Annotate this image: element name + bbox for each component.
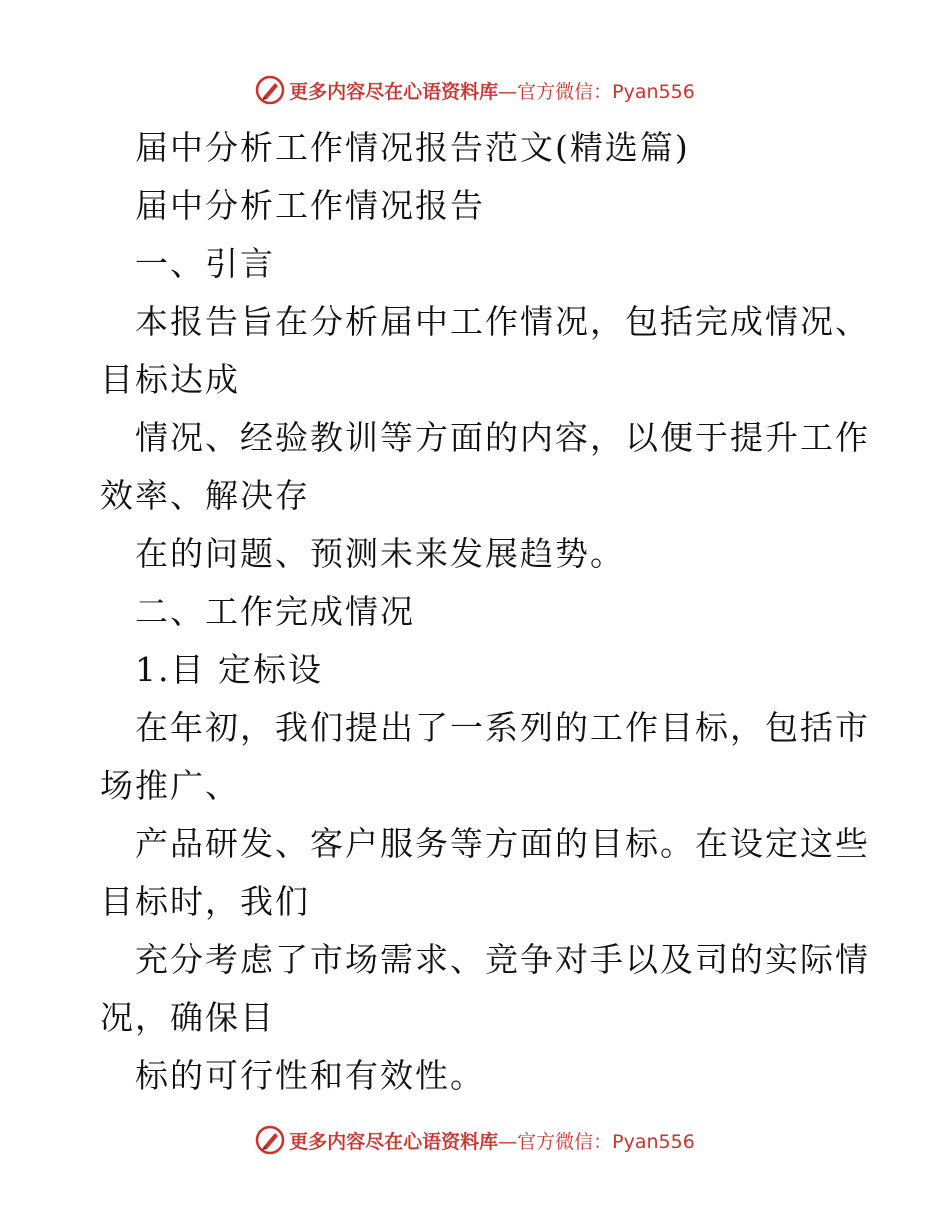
footer-separator: — — [498, 1130, 518, 1153]
paragraph-line: 标的可行性和有效性。 — [135, 1056, 485, 1095]
paragraph-line: 目标达成 — [100, 360, 240, 399]
header-brand: 更多内容尽在心语资料库 — [289, 80, 499, 103]
document-title: 届中分析工作情况报告范文(精选篇) — [135, 128, 690, 167]
header-banner — [0, 70, 950, 110]
footer-wechat: 官方微信：Pyan556 — [517, 1130, 695, 1153]
section-heading-intro: 一、引言 — [135, 244, 275, 283]
header-separator: — — [498, 80, 518, 103]
paragraph-line: 产品研发、客户服务等方面的目标。在设定这些 — [135, 824, 870, 863]
footer-banner — [0, 1120, 950, 1160]
footer-brand: 更多内容尽在心语资料库 — [289, 1130, 499, 1153]
header-wechat: 官方微信：Pyan556 — [517, 80, 695, 103]
paragraph-line: 况，确保目 — [100, 998, 275, 1037]
paragraph-line: 目标时，我们 — [100, 882, 310, 921]
paragraph-line: 充分考虑了市场需求、竞争对手以及司的实际情 — [135, 940, 870, 979]
pen-logo-icon — [255, 1125, 285, 1155]
paragraph-line: 在的问题、预测未来发展趋势。 — [135, 534, 625, 573]
paragraph-line: 情况、经验教训等方面的内容，以便于提升工作 — [135, 418, 870, 457]
section-heading-work: 二、工作完成情况 — [135, 592, 415, 631]
paragraph-line: 本报告旨在分析届中工作情况，包括完成情况、 — [135, 302, 870, 341]
subsection-heading: 1.目 定标设 — [135, 650, 323, 689]
paragraph-line: 效率、解决存 — [100, 476, 310, 515]
document-subtitle: 届中分析工作情况报告 — [135, 186, 485, 225]
paragraph-line: 在年初，我们提出了一系列的工作目标，包括市 — [135, 708, 870, 747]
pen-logo-icon — [255, 75, 285, 105]
paragraph-line: 场推广、 — [100, 766, 240, 805]
